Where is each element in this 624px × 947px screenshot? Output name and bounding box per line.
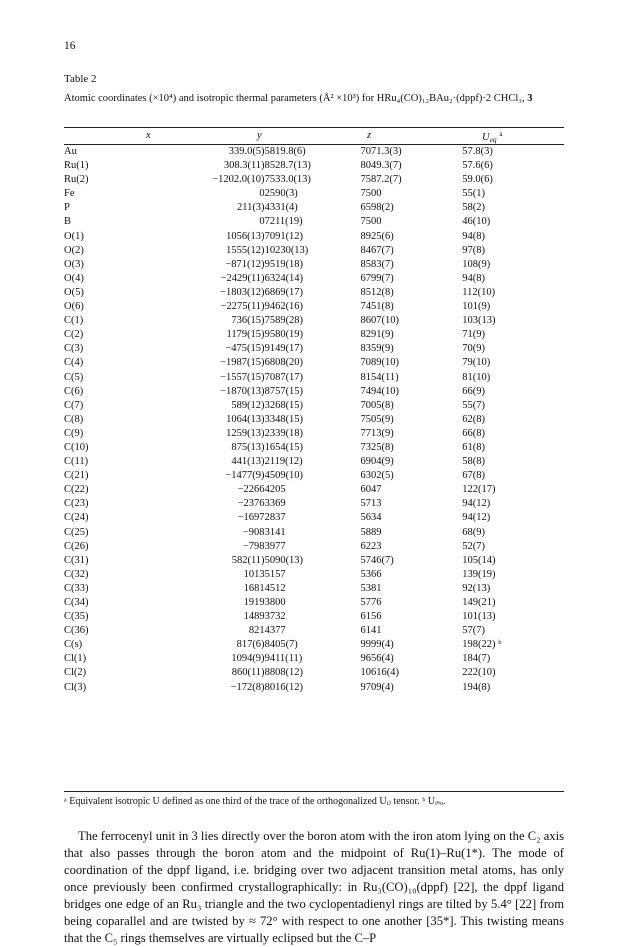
atom-label: Cl(2) (64, 667, 87, 679)
atom-label: C(7) (64, 399, 84, 411)
coord-x: −1697 (237, 512, 265, 524)
coord-z: 10616(4) (360, 667, 399, 679)
coord-z: 5634 (360, 512, 382, 524)
coord-y: 9462(16) (264, 301, 304, 313)
coord-z: 7005(8) (360, 399, 394, 411)
table-row (64, 554, 564, 568)
atom-label: C(33) (64, 582, 89, 594)
coord-x: 582(11) (231, 554, 265, 566)
coord-z: 6141 (360, 625, 382, 637)
coord-y: 4512 (264, 582, 286, 594)
coord-y: 3268(15) (264, 399, 304, 411)
coord-x: −908 (242, 526, 265, 538)
ueq-subscript: eq (489, 135, 497, 144)
coord-z: 7713(9) (360, 427, 394, 439)
coord-z: 5381 (360, 582, 382, 594)
coord-z: 8359(9) (360, 343, 394, 355)
coord-y: 9580(19) (264, 329, 304, 341)
ueq-value: 52(7) (462, 540, 485, 552)
coord-y: 8528.7(13) (264, 160, 311, 172)
coord-y: 5090(13) (264, 554, 304, 566)
atom-label: O(1) (64, 230, 84, 242)
coord-z: 7500 (360, 188, 382, 200)
table-row (64, 356, 564, 370)
coord-x: 1064(13) (226, 413, 265, 425)
coord-z: 6156 (360, 611, 382, 623)
page-number: 16 (64, 40, 76, 52)
coord-z: 6302(5) (360, 470, 394, 482)
coord-y: 6869(17) (264, 286, 304, 298)
table-row (64, 286, 564, 300)
ueq-value: 67(8) (462, 470, 485, 482)
table-label: Table 2 (64, 73, 97, 85)
table-bottom-rule (64, 791, 564, 792)
coord-y: 5819.8(6) (264, 146, 306, 157)
coord-z: 7071.3(3) (360, 146, 402, 157)
coord-y: 6324(14) (264, 272, 304, 284)
atomic-coordinates-rows (64, 145, 564, 695)
atom-label: O(3) (64, 258, 84, 270)
coord-x: 1013 (243, 568, 265, 580)
coord-x: −871(12) (225, 258, 265, 270)
ueq-value: 58(8) (462, 456, 485, 468)
atom-label: C(6) (64, 385, 84, 397)
coord-y: 3141 (264, 526, 286, 538)
ueq-value: 198(22) ᵇ (462, 639, 502, 651)
ueq-value: 103(13) (462, 315, 496, 327)
atom-label: C(26) (64, 540, 89, 552)
coord-z: 9999(4) (360, 639, 394, 651)
ueq-value: 79(10) (462, 357, 491, 369)
coord-z: 8607(10) (360, 315, 399, 327)
coord-x: 441(13) (231, 456, 265, 468)
coord-z: 6223 (360, 540, 382, 552)
coord-x: −1557(15) (220, 371, 265, 383)
coord-z: 5366 (360, 568, 382, 580)
coord-x: 1555(12) (226, 244, 265, 256)
ueq-value: 149(21) (462, 597, 496, 608)
table-row (64, 371, 564, 385)
table-row (64, 159, 564, 173)
coord-x: 1056(13) (226, 230, 265, 242)
coord-z: 8291(9) (360, 329, 394, 341)
table-row (64, 638, 564, 652)
atom-label: Ru(2) (64, 174, 89, 186)
table-row (64, 215, 564, 229)
coord-z: 6799(7) (360, 272, 394, 284)
atom-label: C(8) (64, 413, 84, 425)
table-row (64, 230, 564, 244)
table-row (64, 427, 564, 441)
table-row (64, 497, 564, 511)
table-row (64, 399, 564, 413)
ueq-value: 108(9) (462, 258, 491, 270)
table-row (64, 314, 564, 328)
atom-label: B (64, 216, 72, 228)
ueq-value: 194(8) (462, 681, 491, 693)
table-row (64, 328, 564, 342)
coord-y: 7091(12) (264, 230, 304, 242)
atom-label: Fe (64, 188, 75, 200)
coord-x: 875(13) (231, 441, 265, 453)
ueq-value: 57(7) (462, 625, 485, 637)
ueq-value: 139(19) (462, 568, 496, 580)
atom-label: O(2) (64, 244, 84, 256)
coord-x: −475(15) (225, 343, 265, 355)
table-row (64, 413, 564, 427)
coord-z: 5889 (360, 526, 382, 538)
atom-label: C(2) (64, 329, 84, 341)
table-caption-compound: 3 (524, 93, 533, 104)
coord-z: 7089(10) (360, 357, 399, 369)
coord-y: 4331(4) (264, 202, 298, 214)
atom-label: C(23) (64, 498, 89, 510)
coord-x: −2429(11) (220, 272, 265, 284)
body-text (64, 828, 564, 947)
atom-label: C(3) (64, 343, 84, 355)
column-header-y: y (257, 130, 262, 141)
column-header-z: z (367, 130, 372, 141)
coord-x: 1489 (243, 611, 265, 623)
coord-z: 8925(6) (360, 230, 394, 242)
coord-y: 2590(3) (264, 188, 298, 200)
table-row (64, 469, 564, 483)
ueq-value: 71(9) (462, 329, 485, 341)
coord-y: 8405(7) (264, 639, 298, 651)
body-paragraph: The ferrocenyl unit in 3 lies directly over the boron atom with the iron atom lying on the C₂ axis that also passes through the boron atom and the midpoint of Ru(1)–Ru(1*). The mode of coordination of the dppf ligand, i.e. bridging over two adjacent transition metal atoms, has only once previously been confirmed crystallographically: in Ru₃(CO)₁₀(dppf) [22], the dppf ligand bridges one edge of an Ru₃ triangle and the two cyclopentadienyl rings are tilted by 5.4° [22] from being coparallel and are twisted by ≈ 72° with respect to one another [35*]. This twisting means that the C₅ rings themselves are virtually eclipsed but the C–P (64, 829, 564, 945)
coord-x: −2275(11) (220, 301, 265, 313)
ueq-symbol: U (482, 132, 490, 143)
table-row (64, 187, 564, 201)
coord-y: 3977 (264, 540, 286, 552)
atom-label: C(36) (64, 625, 89, 637)
coord-y: 10230(13) (264, 244, 309, 256)
ueq-value: 97(8) (462, 244, 485, 256)
ueq-footnote-mark: a (499, 130, 503, 138)
table-row (64, 342, 564, 356)
ueq-value: 94(8) (462, 272, 485, 284)
atom-label: Ru(1) (64, 160, 89, 172)
coord-z: 6598(2) (360, 202, 394, 214)
ueq-value: 94(12) (462, 512, 491, 524)
coord-y: 9519(18) (264, 258, 304, 270)
column-header-ueq (482, 130, 502, 144)
atomic-coordinates-table (64, 145, 564, 695)
coord-x: −798 (242, 540, 265, 552)
table-row (64, 624, 564, 638)
coord-x: 1179(15) (226, 329, 265, 341)
coord-y: 8757(15) (264, 385, 304, 397)
table-row (64, 258, 564, 272)
atom-label: C(21) (64, 470, 89, 482)
table-row (64, 681, 564, 695)
atom-label: C(35) (64, 611, 89, 623)
table-row (64, 540, 564, 554)
coord-y: 7533.0(13) (264, 174, 311, 186)
coord-x: −2376 (237, 498, 265, 510)
table-row (64, 610, 564, 624)
table-footnote: ᵃ Equivalent isotropic U defined as one third of the trace of the orthogonalized Uᵢⱼ tensor. ᵇ Uᵢₛₒ. (64, 796, 446, 807)
coord-y: 3800 (264, 597, 286, 608)
coord-y: 8016(12) (264, 681, 304, 693)
atom-label: C(24) (64, 512, 89, 524)
atom-label: C(10) (64, 441, 89, 453)
coord-x: 1094(9) (231, 653, 265, 665)
table-row (64, 385, 564, 399)
coord-x: 308.3(11) (223, 160, 265, 172)
coord-x: −1803(12) (220, 286, 265, 298)
table-row (64, 483, 564, 497)
table-top-rule (64, 127, 564, 128)
ueq-value: 94(8) (462, 230, 485, 242)
table-row (64, 596, 564, 610)
ueq-value: 94(12) (462, 498, 491, 510)
coord-x: 339.0(5) (228, 146, 265, 157)
atom-label: C(25) (64, 526, 89, 538)
coord-x: 0 (259, 188, 265, 200)
ueq-value: 61(8) (462, 441, 485, 453)
coord-z: 8154(11) (360, 371, 399, 383)
coord-y: 3732 (264, 611, 286, 623)
ueq-value: 57.8(3) (462, 146, 493, 157)
atom-label: C(s) (64, 639, 83, 651)
table-row (64, 526, 564, 540)
coord-z: 7494(10) (360, 385, 399, 397)
ueq-value: 122(17) (462, 484, 496, 496)
coord-z: 7451(8) (360, 301, 394, 313)
table-row (64, 145, 564, 159)
atom-label: Cl(1) (64, 653, 87, 665)
atom-label: C(5) (64, 371, 84, 383)
ueq-value: 59.0(6) (462, 174, 493, 186)
table-row (64, 582, 564, 596)
ueq-value: 101(13) (462, 611, 496, 623)
coord-y: 7211(19) (264, 216, 303, 228)
coord-z: 7325(8) (360, 441, 394, 453)
coord-y: 9149(17) (264, 343, 304, 355)
coord-y: 3348(15) (264, 413, 304, 425)
coord-x: −1477(9) (225, 470, 265, 482)
ueq-value: 92(13) (462, 582, 491, 594)
coord-x: 1919 (243, 597, 265, 608)
coord-z: 8512(8) (360, 286, 394, 298)
atom-label: C(34) (64, 597, 89, 608)
table-row (64, 173, 564, 187)
ueq-value: 70(9) (462, 343, 485, 355)
column-header-x: x (146, 130, 151, 141)
ueq-value: 55(7) (462, 399, 485, 411)
coord-z: 6904(9) (360, 456, 394, 468)
coord-z: 9656(4) (360, 653, 394, 665)
table-row (64, 300, 564, 314)
table-caption (64, 92, 564, 105)
table-caption-text: Atomic coordinates (×10⁴) and isotropic thermal parameters (Å² ×10³) for HRu₄(CO)₁₂BAu₂·(dppf)·2 CHCl₃, (64, 93, 525, 104)
coord-y: 4205 (264, 484, 286, 496)
coord-z: 8467(7) (360, 244, 394, 256)
ueq-value: 68(9) (462, 526, 485, 538)
coord-x: −1870(13) (220, 385, 265, 397)
coord-y: 6808(20) (264, 357, 304, 369)
coord-x: −2266 (237, 484, 265, 496)
coord-x: 0 (259, 216, 265, 228)
coord-y: 1654(15) (264, 441, 304, 453)
atom-label: C(9) (64, 427, 84, 439)
table-row (64, 652, 564, 666)
coord-x: 860(11) (231, 667, 265, 679)
ueq-value: 57.6(6) (462, 160, 493, 172)
coord-y: 3369 (264, 498, 286, 510)
table-row (64, 201, 564, 215)
coord-x: −1987(15) (220, 357, 265, 369)
atom-label: C(1) (64, 315, 84, 327)
ueq-value: 105(14) (462, 554, 496, 566)
table-row (64, 511, 564, 525)
ueq-value: 46(10) (462, 216, 491, 228)
atom-label: C(4) (64, 357, 84, 369)
coord-z: 7505(9) (360, 413, 394, 425)
coord-z: 8049.3(7) (360, 160, 402, 172)
coord-z: 5713 (360, 498, 382, 510)
coord-x: 821 (248, 625, 265, 637)
ueq-value: 66(9) (462, 385, 485, 397)
atom-label: C(32) (64, 568, 89, 580)
coord-x: −1202.0(10) (212, 174, 265, 186)
coord-z: 9709(4) (360, 681, 394, 693)
atom-label: P (64, 202, 70, 214)
coord-z: 8583(7) (360, 258, 394, 270)
atom-label: C(31) (64, 554, 89, 566)
coord-x: 1681 (243, 582, 265, 594)
coord-y: 2119(12) (264, 456, 303, 468)
coord-y: 7087(17) (264, 371, 304, 383)
coord-x: 589(12) (231, 399, 265, 411)
ueq-value: 81(10) (462, 371, 491, 383)
coord-y: 2837 (264, 512, 286, 524)
atom-label: O(5) (64, 286, 84, 298)
ueq-value: 184(7) (462, 653, 491, 665)
coord-x: 817(6) (236, 639, 265, 651)
coord-y: 5157 (264, 568, 286, 580)
atom-label: C(22) (64, 484, 89, 496)
coord-y: 4377 (264, 625, 286, 637)
table-row (64, 272, 564, 286)
ueq-value: 62(8) (462, 413, 485, 425)
coord-y: 9411(11) (264, 653, 303, 665)
coord-x: −172(8) (230, 681, 265, 693)
atom-label: O(6) (64, 301, 84, 313)
ueq-value: 101(9) (462, 301, 491, 313)
ueq-value: 58(2) (462, 202, 485, 214)
ueq-value: 66(8) (462, 427, 485, 439)
ueq-value: 222(10) (462, 667, 496, 679)
coord-y: 8808(12) (264, 667, 304, 679)
coord-y: 4509(10) (264, 470, 304, 482)
table-row (64, 244, 564, 258)
table-row (64, 568, 564, 582)
atom-label: O(4) (64, 272, 84, 284)
ueq-value: 55(1) (462, 188, 485, 200)
atom-label: Cl(3) (64, 681, 87, 693)
coord-y: 7589(28) (264, 315, 304, 327)
coord-z: 6047 (360, 484, 382, 496)
atom-label: Au (64, 146, 77, 157)
coord-z: 7500 (360, 216, 382, 228)
coord-x: 736(15) (231, 315, 265, 327)
table-row (64, 666, 564, 680)
coord-z: 7587.2(7) (360, 174, 402, 186)
coord-z: 5746(7) (360, 554, 394, 566)
table-row (64, 441, 564, 455)
atom-label: C(11) (64, 456, 89, 468)
coord-z: 5776 (360, 597, 382, 608)
ueq-value: 112(10) (462, 286, 496, 298)
coord-x: 211(3) (236, 202, 265, 214)
table-row (64, 455, 564, 469)
coord-x: 1259(13) (226, 427, 265, 439)
coord-y: 2339(18) (264, 427, 304, 439)
